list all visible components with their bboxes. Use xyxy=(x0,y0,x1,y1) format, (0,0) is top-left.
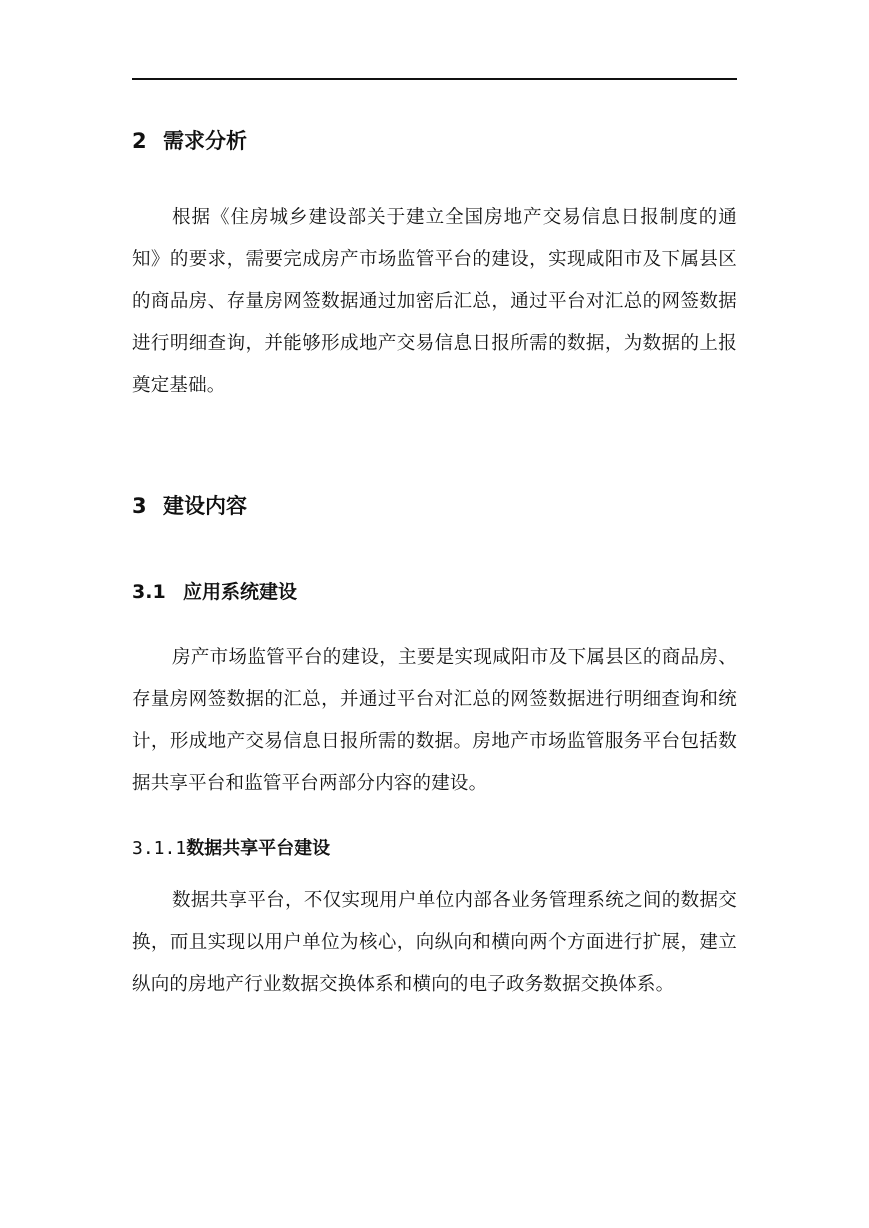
paragraph-application-system: 房产市场监管平台的建设，主要是实现咸阳市及下属县区的商品房、存量房网签数据的汇总，并通过平台对汇总的网签数据进行明细查询和统计，形成地产交易信息日报所需的数据。房地产市场监管服务平台包括数据共享平台和监管平台两部分内容的建设。 xyxy=(132,647,737,794)
heading-3 xyxy=(132,490,247,520)
heading-number: 3.1 xyxy=(132,581,166,603)
heading-title: 应用系统建设 xyxy=(183,581,298,603)
header-rule xyxy=(132,78,737,80)
heading-title: 数据共享平台建设 xyxy=(186,838,331,859)
heading-number: 3 xyxy=(132,494,147,518)
heading-2 xyxy=(132,125,247,155)
heading-3-1 xyxy=(132,577,297,604)
paragraph-data-sharing: 数据共享平台，不仅实现用户单位内部各业务管理系统之间的数据交换，而且实现以用户单位为核心，向纵向和横向两个方面进行扩展，建立纵向的房地产行业数据交换体系和横向的电子政务数据交换体系。 xyxy=(132,890,737,995)
heading-number: 3.1.1 xyxy=(132,838,187,859)
heading-title: 需求分析 xyxy=(163,129,247,153)
paragraph-requirements: 根据《住房城乡建设部关于建立全国房地产交易信息日报制度的通知》的要求，需要完成房产市场监管平台的建设，实现咸阳市及下属县区的商品房、存量房网签数据通过加密后汇总，通过平台对汇总的网签数据进行明细查询，并能够形成地产交易信息日报所需的数据，为数据的上报奠定基础。 xyxy=(132,207,737,396)
heading-title: 建设内容 xyxy=(163,494,247,518)
heading-number: 2 xyxy=(132,129,147,153)
heading-3-1-1 xyxy=(132,834,330,860)
